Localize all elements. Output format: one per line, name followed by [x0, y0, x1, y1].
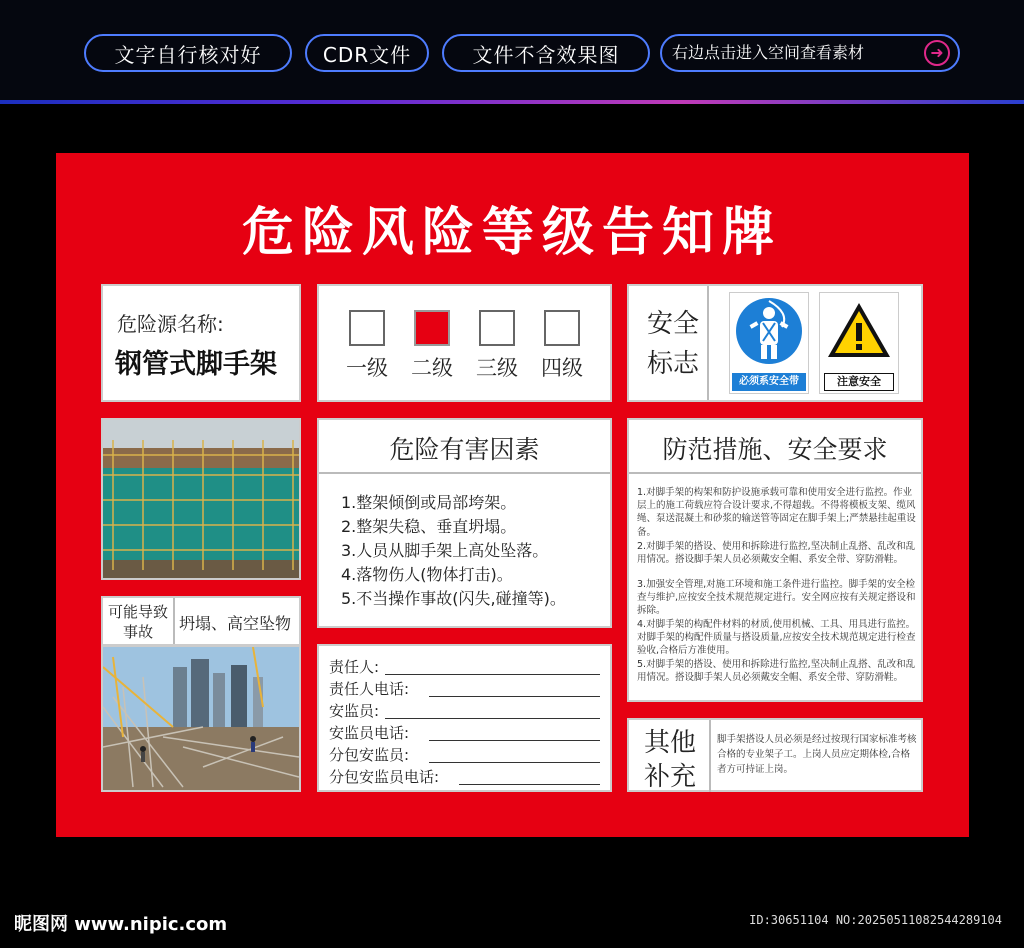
top-banner	[0, 0, 1024, 104]
space-link[interactable]	[660, 34, 960, 72]
warning-triangle-icon	[820, 293, 898, 371]
contact-line	[385, 674, 600, 675]
measure-item: 2.对脚手架的搭设、使用和拆除进行监控,坚决制止乱搭、乱改和乱用情况。搭设脚手架人员必须戴安全帽、系安全带、穿防滑鞋。	[637, 541, 916, 566]
measure-item: 3.加强安全管理,对施工环境和施工条件进行监控。脚手架的安全检查与维护,应按安全技术规范规定进行。安全网应按有关规定搭设和拆除。	[637, 579, 916, 617]
measures-box	[627, 418, 923, 702]
contact-line	[429, 740, 600, 741]
arrow-right-icon[interactable]: ➜	[924, 40, 950, 66]
accident-value: 坍塌、高空坠物	[179, 614, 292, 633]
level-3-checkbox	[479, 310, 515, 346]
contact-label: 责任人电话:	[329, 680, 410, 698]
level-3-label: 三级	[476, 356, 518, 380]
signs-divider	[707, 286, 709, 400]
safety-harness-icon	[730, 293, 808, 371]
contact-line	[385, 718, 600, 719]
safety-signs-box	[627, 284, 923, 402]
other-divider	[709, 720, 711, 792]
hazard-factors-divider	[319, 472, 610, 474]
contact-line	[459, 784, 600, 785]
accident-label: 可能导致事故	[107, 603, 168, 641]
other-box	[627, 718, 923, 792]
hazard-source-name: 钢管式脚手架	[115, 349, 277, 380]
contact-label: 安监员:	[329, 702, 380, 720]
accident-divider	[173, 598, 175, 644]
contact-line	[429, 762, 600, 763]
caution-sign	[819, 292, 899, 394]
measures-title: 防范措施、安全要求	[662, 435, 888, 464]
other-title: 其他补充	[643, 728, 696, 792]
image-id: ID:30651104 NO:20250511082544289104	[749, 913, 1002, 927]
measure-item: 5.对脚手架的搭设、使用和拆除进行监控,坚决制止乱搭、乱改和乱用情况。搭设脚手架人员必须戴安全帽、系安全带、穿防滑鞋。	[637, 659, 916, 684]
pill-no-effect: 文件不含效果图	[442, 34, 650, 72]
level-2-label: 二级	[411, 356, 453, 380]
contact-label: 安监员电话:	[329, 724, 410, 742]
contacts-box	[317, 644, 612, 792]
hazard-source-label: 危险源名称:	[117, 312, 224, 336]
hazard-source-box	[101, 284, 301, 402]
contact-line	[429, 696, 600, 697]
accident-box	[101, 596, 301, 646]
risk-level-box	[317, 284, 612, 402]
other-text: 脚手架搭设人员必须是经过按现行国家标准考核合格的专业架子工。上岗人员应定期体检,合格者方可持证上岗。	[717, 734, 917, 775]
harness-sign	[729, 292, 809, 394]
hazard-factors-box	[317, 418, 612, 628]
harness-caption: 必须系安全带	[732, 373, 806, 391]
collapse-photo	[101, 645, 301, 792]
level-2-checkbox	[414, 310, 450, 346]
level-1-checkbox	[349, 310, 385, 346]
nipic-logo: 昵图网 www.nipic.com	[14, 914, 228, 935]
hazard-item: 5.不当操作事故(闪失,碰撞等)。	[341, 589, 566, 608]
gradient-divider	[0, 100, 1024, 104]
hazard-item: 3.人员从脚手架上高处坠落。	[341, 541, 549, 560]
hazard-item: 1.整架倾倒或局部垮架。	[341, 493, 517, 512]
pill-cdr-file: CDR文件	[305, 34, 429, 72]
contact-label: 分包安监员:	[329, 746, 410, 764]
measures-divider	[629, 472, 921, 474]
measure-item: 4.对脚手架的构配件材料的材质,使用机械、工具、用具进行监控。对脚手架的构配件质量与搭设质量,应按安全技术规范规定进行检查验收,合格后方准使用。	[637, 619, 916, 657]
contact-label: 分包安监员电话:	[329, 768, 440, 786]
hazard-item: 2.整架失稳、垂直坍塌。	[341, 517, 517, 536]
pill-check-text: 文字自行核对好	[84, 34, 292, 72]
contact-label: 责任人:	[329, 658, 380, 676]
scaffold-photo	[101, 418, 301, 580]
level-4-label: 四级	[541, 356, 583, 380]
measure-item: 1.对脚手架的构架和防护设施承载可靠和使用安全进行监控。作业层上的施工荷载应符合设计要求,不得超载。不得将模板支架、缆风绳、泵送混凝土和砂浆的输送管等固定在脚手架上;严禁悬挂起重设备。	[637, 487, 916, 538]
hazard-item: 4.落物伤人(物体打击)。	[341, 565, 513, 584]
caution-caption: 注意安全	[824, 373, 894, 391]
level-4-checkbox	[544, 310, 580, 346]
safety-signs-title: 安全标志	[646, 309, 699, 379]
board-title: 危险风险等级告知牌	[241, 203, 782, 263]
hazard-factors-title: 危险有害因素	[389, 435, 540, 464]
space-link-label: 右边点击进入空间查看素材	[672, 43, 865, 62]
level-1-label: 一级	[346, 356, 388, 380]
